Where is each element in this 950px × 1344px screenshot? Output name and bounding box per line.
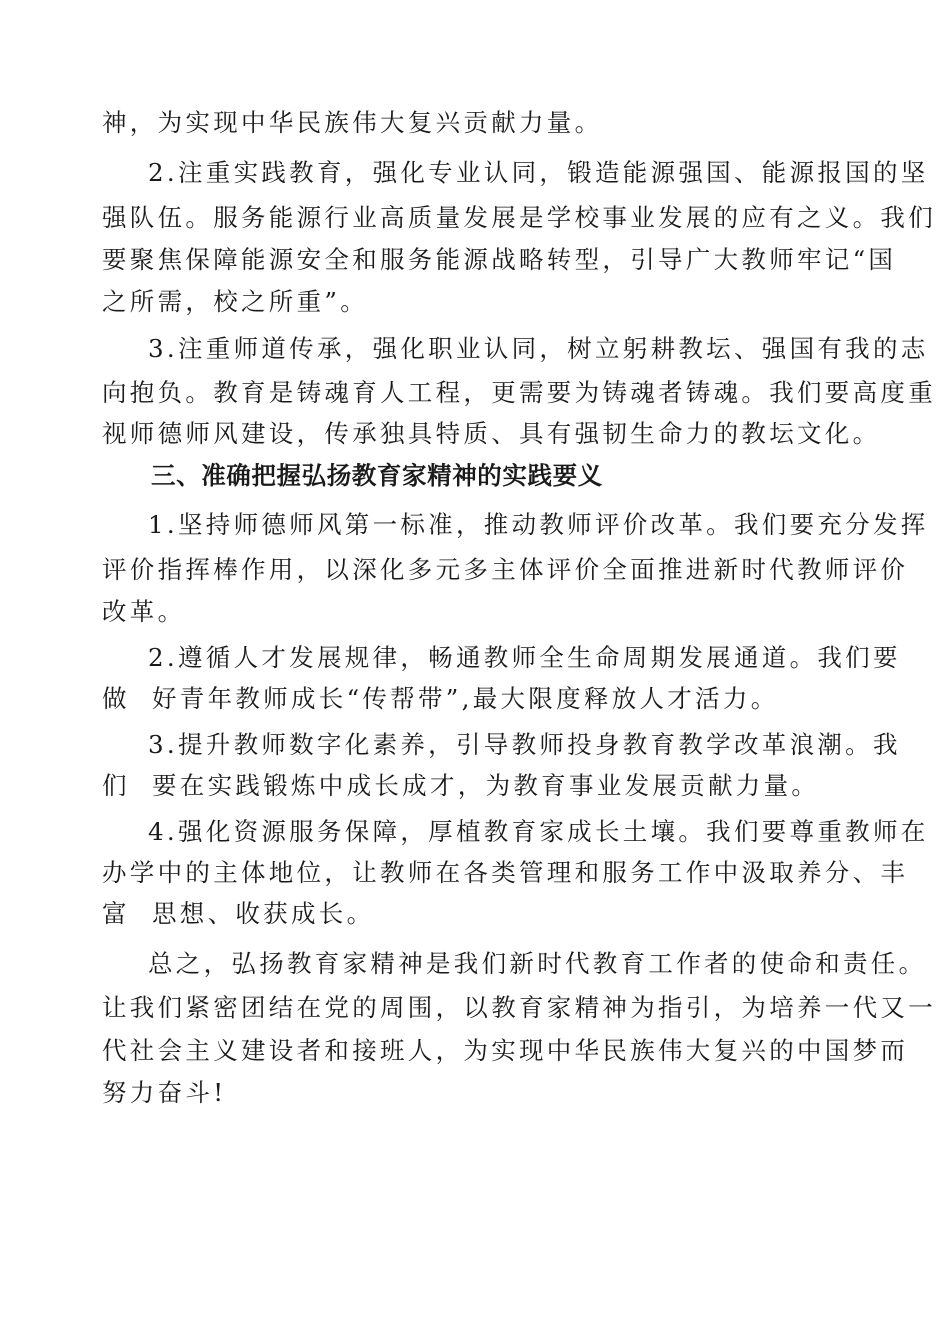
paragraph-line: 向抱负。教育是铸魂育人工程，更需要为铸魂者铸魂。我们要高度重 xyxy=(102,378,936,407)
paragraph-line: 强队伍。服务能源行业高质量发展是学校事业发展的应有之义。我们 xyxy=(102,203,936,232)
paragraph-line: 3.提升教师数字化素养，引导教师投身教育教学改革浪潮。我 xyxy=(148,730,901,759)
paragraph-line: 总之，弘扬教育家精神是我们新时代教育工作者的使命和责任。 xyxy=(148,949,927,978)
paragraph-line: 1.坚持师德师风第一标准，推动教师评价改革。我们要充分发挥 xyxy=(148,510,929,539)
paragraph-line: 们 要在实践锻炼中成长成才，为教育事业发展贡献力量。 xyxy=(102,771,820,800)
paragraph-line: 3.注重师道传承，强化职业认同，树立躬耕教坛、强国有我的志 xyxy=(148,334,929,363)
paragraph-line: 评价指挥棒作用，以深化多元多主体评价全面推进新时代教师评价 xyxy=(102,555,909,584)
paragraph-line: 做 好青年教师成长“传帮带”,最大限度释放人才活力。 xyxy=(102,684,779,713)
paragraph-line: 2.遵循人才发展规律，畅通教师全生命周期发展通道。我们要 xyxy=(148,643,901,672)
paragraph-line: 要聚焦保障能源安全和服务能源战略转型，引导广大教师牢记“国 xyxy=(102,245,897,274)
paragraph-line: 改革。 xyxy=(102,597,186,626)
paragraph-line: 努力奋斗! xyxy=(102,1078,227,1107)
paragraph-line: 神，为实现中华民族伟大复兴贡献力量。 xyxy=(102,108,603,137)
paragraph-line: 2.注重实践教育，强化专业认同，锻造能源强国、能源报国的坚 xyxy=(148,158,929,187)
paragraph-line: 办学中的主体地位，让教师在各类管理和服务工作中汲取养分、丰 xyxy=(102,858,909,887)
paragraph-line: 富 思想、收获成长。 xyxy=(102,899,375,928)
paragraph-line: 视师德师风建设，传承独具特质、具有强韧生命力的教坛文化。 xyxy=(102,419,881,448)
paragraph-line: 4.强化资源服务保障，厚植教育家成长土壤。我们要尊重教师在 xyxy=(148,817,929,846)
paragraph-line: 代社会主义建设者和接班人，为实现中华民族伟大复兴的中国梦而 xyxy=(102,1036,909,1065)
section-heading: 三、准确把握弘扬教育家精神的实践要义 xyxy=(151,461,603,490)
paragraph-line: 让我们紧密团结在党的周围，以教育家精神为指引，为培养一代又一 xyxy=(102,993,936,1022)
paragraph-line: 之所需，校之所重”。 xyxy=(102,287,369,316)
